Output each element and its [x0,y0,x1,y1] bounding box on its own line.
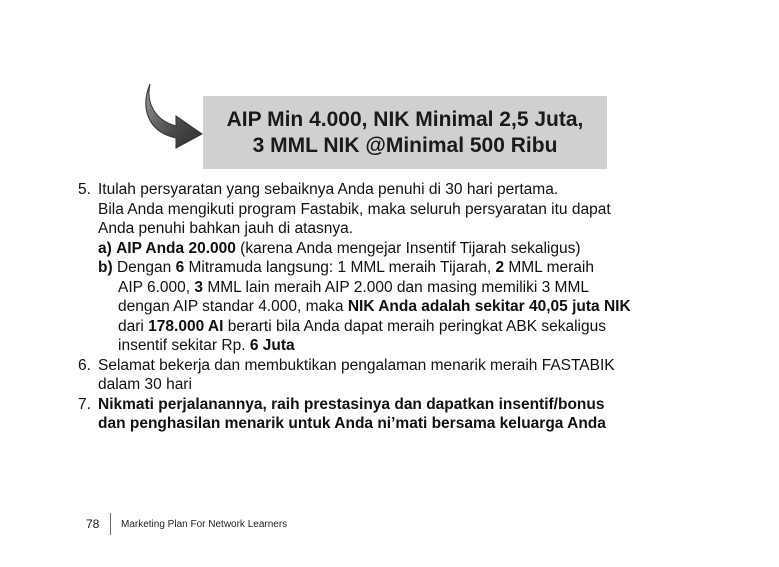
bold-number: 6 [175,259,185,276]
sub-item-a [98,239,768,259]
item-7-line-2: dan penghasilan menarik untuk Anda ni’mati bersama keluarga Anda [98,415,606,432]
headline-line-1: AIP Min 4.000, NIK Minimal 2,5 Juta, [226,107,584,131]
headline-box [203,96,607,169]
text-span: AIP 6.000, [118,278,195,296]
text-span: insentif sekitar Rp. [118,337,250,354]
footer-title: Marketing Plan For Network Learners [121,518,288,530]
bold-text: 178.000 AI [148,317,224,335]
footer-divider [110,513,111,535]
text-span: Dengan [112,259,176,276]
list-item-5 [78,180,768,356]
item-6-line-1: Selamat bekerja dan membuktikan pengalaman menarik meraih FASTABIK [98,356,615,374]
bold-text: NIK Anda adalah sekitar 40,05 juta NIK [347,298,631,315]
text-span: Mitramuda langsung: 1 MML meraih Tijarah, [184,259,496,276]
page-number: 78 [86,517,100,531]
sub-item-b-line-5 [118,336,768,356]
page-footer [86,513,287,535]
sub-item-b-line-4 [118,317,768,337]
list-item-6 [78,356,768,395]
item-5-line-3: Anda penuhi bahkan jauh di atasnya. [98,220,354,237]
content-list [78,180,768,434]
item-6-line-2: dalam 30 hari [98,376,192,393]
sub-item-a-text: (karena Anda mengejar Insentif Tijarah sekaligus) [235,239,581,257]
sub-item-b-continuation [98,278,768,356]
sub-item-b-line-3 [118,297,768,317]
sub-item-b-tag: b) [98,259,113,276]
item-number: 5. [78,181,91,198]
bold-number: 3 [194,278,204,296]
bold-number: 2 [495,259,505,276]
text-span: dari [118,317,149,335]
sub-item-a-tag: a) [98,239,112,257]
text-span: MML lain meraih AIP 2.000 dan masing memiliki 3 MML [203,278,589,296]
list-item-7 [78,395,768,434]
item-5-line-2: Bila Anda mengikuti program Fastabik, maka seluruh persyaratan itu dapat [98,200,611,218]
bold-text: 6 Juta [249,337,295,354]
text-span: MML meraih [504,259,594,276]
text-span: berarti bila Anda dapat meraih peringkat ABK sekaligus [223,317,606,335]
item-7-line-1: Nikmati perjalanannya, raih prestasinya dan dapatkan insentif/bonus [98,395,605,413]
sub-item-b-line-2 [118,278,768,298]
item-number: 7. [78,395,91,413]
sub-item-a-bold: AIP Anda 20.000 [116,239,236,257]
item-number: 6. [78,356,91,374]
sub-item-b [98,258,768,356]
text-span: dengan AIP standar 4.000, maka [118,298,348,315]
item-5-line-1: Itulah persyaratan yang sebaiknya Anda penuhi di 30 hari pertama. [98,181,559,198]
headline-line-2: 3 MML NIK @Minimal 500 Ribu [252,133,558,157]
